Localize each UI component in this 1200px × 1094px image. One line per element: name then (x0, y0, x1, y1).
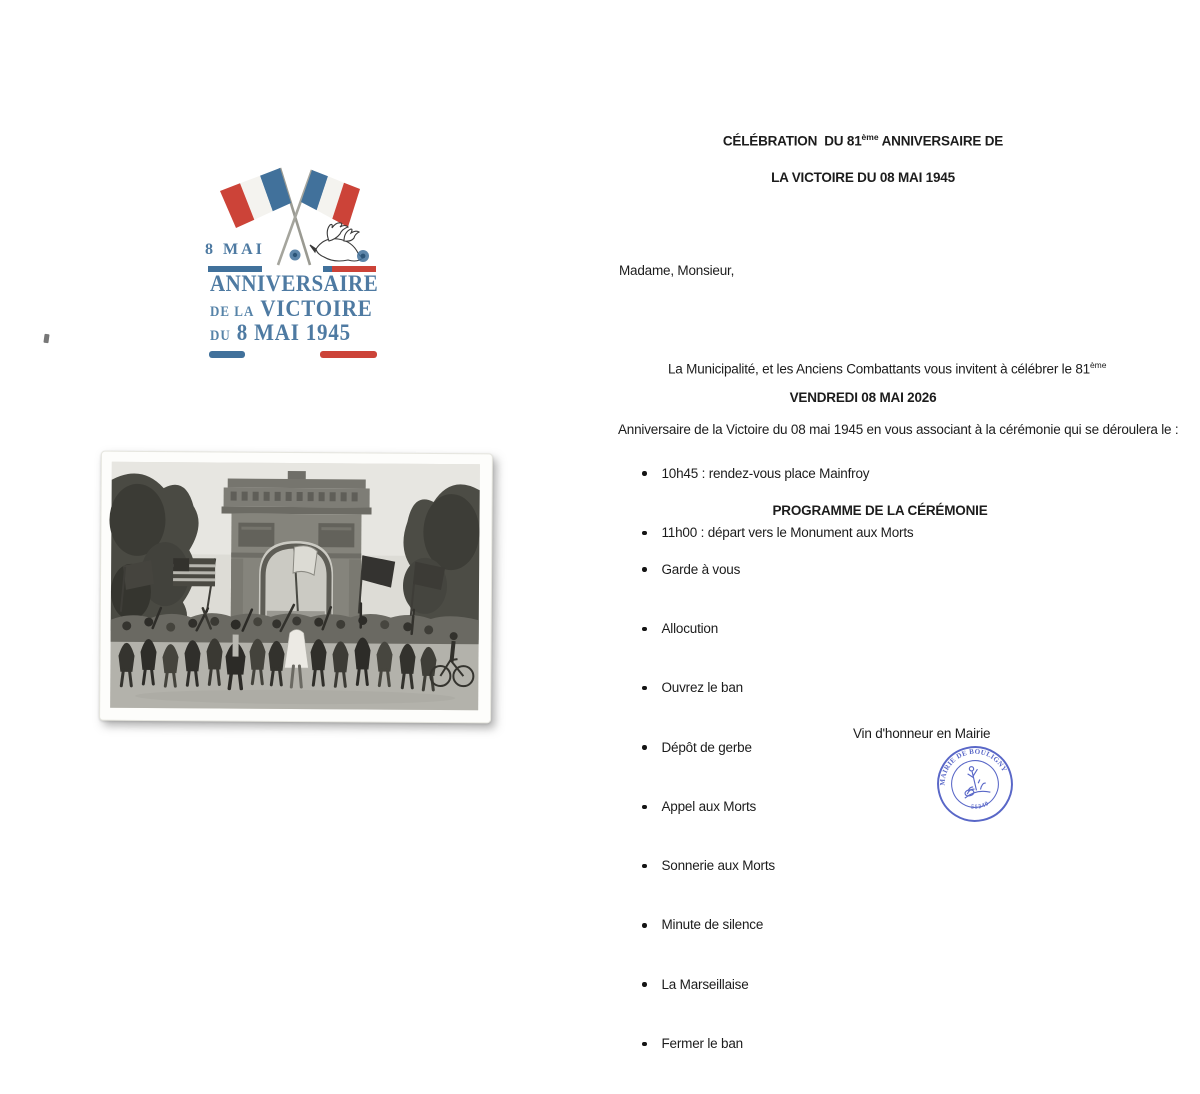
letter-title-line1 (618, 127, 1108, 152)
bullet-dot (642, 567, 647, 572)
bullet-dot (642, 471, 647, 476)
dove-icon (310, 223, 364, 261)
schedule-item-label: 10h45 : rendez-vous place Mainfroy (662, 464, 870, 484)
bullet-dot (642, 686, 647, 691)
liberation-photo-frame (99, 451, 493, 724)
bullet-dot (642, 805, 647, 810)
bullet-dot (642, 923, 647, 928)
mairie-stamp-seal (934, 743, 1016, 825)
logo-du-8-mai-1945-label (210, 319, 351, 347)
program-item (642, 738, 775, 757)
bar-bottom-left-blue (209, 351, 245, 358)
body-text-a: La Municipalité, et les Anciens Combattants vous invitent à célébrer le 81 (668, 362, 1090, 377)
program-item (642, 916, 775, 935)
schedule-item (642, 464, 913, 483)
mairie-stamp (934, 743, 1016, 825)
schedule-item-label: 11h00 : départ vers le Monument aux Morts (662, 523, 914, 543)
program-item-label: Allocution (662, 619, 719, 639)
stamp-postal-code: 55240 (969, 800, 991, 812)
event-date-heading: VENDREDI 08 MAI 2026 (618, 388, 1108, 408)
logo-8-mai-label: 8 MAI (205, 241, 265, 259)
program-item (642, 975, 775, 994)
light-flag (293, 546, 317, 576)
stamp-emblem (958, 764, 990, 798)
letter-title-line2: LA VICTOIRE DU 08 MAI 1945 (618, 168, 1108, 188)
american-flag (173, 558, 215, 586)
french-flag-left (220, 168, 291, 228)
liberation-photo-image (110, 462, 480, 711)
program-item-label: Minute de silence (662, 915, 764, 935)
program-item-label: Ouvrez le ban (662, 678, 743, 698)
logo-victoire-label: VICTOIRE (260, 295, 372, 323)
program-item (642, 679, 775, 698)
bullet-dot (642, 1042, 647, 1047)
program-item (642, 797, 775, 816)
trees-left (109, 473, 199, 638)
stamp-arc-text: MAIRIE DE BOULIGNY (934, 743, 1009, 788)
body-line-2: Anniversaire de la Victoire du 08 mai 1945 en vous associant à la cérémonie qui se déroulera le : (618, 420, 1110, 440)
body-line-1 (618, 355, 1110, 380)
salutation: Madame, Monsieur, (619, 261, 734, 281)
program-item-label: La Marseillaise (662, 975, 749, 995)
bullet-dot (642, 745, 647, 750)
closing-line: Vin d'honneur en Mairie (853, 724, 990, 744)
program-item-label: Appel aux Morts (662, 797, 757, 817)
program-item (642, 1034, 775, 1053)
program-item-label: Dépôt de gerbe (662, 738, 752, 758)
scan-speck (43, 334, 49, 344)
program-item-label: Fermer le ban (662, 1034, 743, 1054)
8-mai-1945-logo (198, 155, 398, 367)
program-heading: PROGRAMME DE LA CÉRÉMONIE (635, 501, 1125, 521)
logo-8-mai-1945-label: 8 MAI 1945 (237, 319, 351, 347)
bullet-dot (642, 627, 647, 632)
program-item (642, 560, 775, 579)
body-superscript: ème (1090, 360, 1107, 370)
title-superscript: ème (862, 132, 879, 142)
title-text-a: CÉLÉBRATION DU 81 (723, 134, 862, 149)
title-text-b: ANNIVERSAIRE DE (879, 134, 1004, 149)
french-flag-right (301, 170, 360, 227)
program-item (642, 619, 775, 638)
bullet-dot (642, 864, 647, 869)
program-list (642, 520, 775, 1094)
logo-anniversaire-label: ANNIVERSAIRE (210, 270, 378, 298)
bar-bottom-right-red (320, 351, 377, 358)
program-item-label: Garde à vous (662, 560, 741, 580)
program-item (642, 856, 775, 875)
bullet-dot (642, 982, 647, 987)
logo-de-la-label: DE LA (210, 303, 254, 321)
program-item-label: Sonnerie aux Morts (662, 856, 775, 876)
logo-du-label: DU (210, 327, 231, 345)
